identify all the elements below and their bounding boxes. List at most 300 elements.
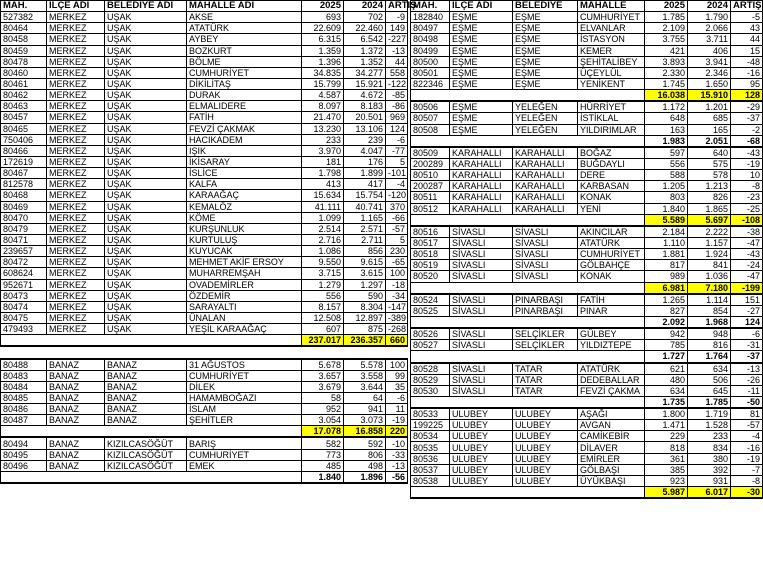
population-change: -11 xyxy=(731,385,763,396)
belediye-name: SİVASLI xyxy=(513,260,578,271)
mahalle-code: 80516 xyxy=(411,226,450,238)
population-change: -2 xyxy=(731,124,763,135)
mahalle-name: GÜLBEY xyxy=(578,328,645,340)
population-2024: 854 xyxy=(688,305,731,316)
ilce-name: MERKEZ xyxy=(47,290,105,301)
population-2025: 3.657 xyxy=(302,370,344,381)
population-2024: 233 xyxy=(688,431,731,442)
belediye-name: TATAR xyxy=(513,385,578,396)
mahalle-code: 80519 xyxy=(411,260,450,271)
belediye-name: SELÇİKLER xyxy=(513,328,578,340)
table-row xyxy=(1,324,408,335)
mahalle-code: 80496 xyxy=(1,460,47,471)
mahalle-name: ELVANLAR xyxy=(578,23,645,34)
table-row xyxy=(411,305,763,316)
ilce-name: MERKEZ xyxy=(47,134,105,145)
population-change: 43 xyxy=(731,23,763,34)
mahalle-name: CUMHURİYET xyxy=(187,370,302,381)
table-row xyxy=(411,170,763,181)
mahalle-name: BARIŞ xyxy=(187,437,302,449)
table-row xyxy=(411,158,763,169)
population-2024: 1.719 xyxy=(688,408,731,420)
mahalle-name: ÜYÜKBAŞI xyxy=(578,475,645,486)
ilce-name: EŞME xyxy=(450,56,513,67)
mahalle-code: 80510 xyxy=(411,170,450,181)
table-row xyxy=(411,249,763,260)
population-2024: 931 xyxy=(688,475,731,486)
population-change: -43 xyxy=(731,249,763,260)
col-header-ilce: İLÇE ADI xyxy=(47,1,105,12)
ilce-name: MERKEZ xyxy=(47,12,105,23)
ilce-name: KARAHALLI xyxy=(450,181,513,192)
table-row xyxy=(411,374,763,385)
population-2024: 2.222 xyxy=(688,226,731,238)
ilce-name: ULUBEY xyxy=(450,420,513,431)
population-change: -120 xyxy=(386,190,408,201)
subtotal-row xyxy=(1,426,408,438)
belediye-name: KIZILCASÖĞÜT xyxy=(105,460,187,471)
mahalle-name: ÜÇEYLÜL xyxy=(578,67,645,78)
belediye-name: KARAHALLI xyxy=(513,181,578,192)
mahalle-name: HACIKADEM xyxy=(187,134,302,145)
subtotal-change: 124 xyxy=(731,316,763,328)
population-change: -9 xyxy=(386,12,408,23)
ilce-name: SİVASLI xyxy=(450,294,513,306)
mahalle-name: FATİH xyxy=(187,112,302,123)
mahalle-name: DİLEK xyxy=(187,381,302,392)
population-2025: 163 xyxy=(645,124,688,135)
table-row xyxy=(411,294,763,306)
population-2025: 41.111 xyxy=(302,201,344,212)
mahalle-name: ELMALIDERE xyxy=(187,101,302,112)
belediye-name: EŞME xyxy=(513,34,578,45)
mahalle-code: 80464 xyxy=(1,23,47,34)
population-2024: 816 xyxy=(688,340,731,351)
table-row xyxy=(411,78,763,89)
population-2025: 2.184 xyxy=(645,226,688,238)
subtotal-2025: 5.987 xyxy=(645,487,688,499)
table-row xyxy=(411,34,763,45)
population-2025: 3.970 xyxy=(302,145,344,156)
table-row xyxy=(411,271,763,282)
belediye-name: ULUBEY xyxy=(513,431,578,442)
ilce-name: BANAZ xyxy=(47,449,105,460)
mahalle-code: 80466 xyxy=(1,145,47,156)
population-change: 5 xyxy=(386,156,408,167)
ilce-name: MERKEZ xyxy=(47,212,105,223)
subtotal-spacer xyxy=(1,426,302,438)
mahalle-code: 80458 xyxy=(1,34,47,45)
mahalle-name: KÖME xyxy=(187,212,302,223)
mahalle-code: 80512 xyxy=(411,203,450,214)
table-row xyxy=(1,301,408,312)
mahalle-code: 80537 xyxy=(411,464,450,475)
mahalle-code: 80497 xyxy=(411,23,450,34)
table-row xyxy=(411,237,763,248)
subtotal-change: -68 xyxy=(731,135,763,147)
table-row xyxy=(1,101,408,112)
subtotal-2025: 16.038 xyxy=(645,90,688,102)
ilce-name: KARAHALLI xyxy=(450,170,513,181)
ilce-name: BANAZ xyxy=(47,460,105,471)
population-2025: 1.396 xyxy=(302,56,344,67)
belediye-name: KARAHALLI xyxy=(513,192,578,203)
subtotal-2024: 15.910 xyxy=(688,90,731,102)
subtotal-spacer xyxy=(411,135,645,147)
subtotal-spacer xyxy=(411,316,645,328)
mahalle-code: 80533 xyxy=(411,408,450,420)
subtotal-2024: 1.968 xyxy=(688,316,731,328)
population-2024: 2.571 xyxy=(344,223,386,234)
belediye-name: UŞAK xyxy=(105,168,187,179)
mahalle-code: 80535 xyxy=(411,442,450,453)
population-change: 10 xyxy=(731,170,763,181)
spacer-row xyxy=(1,346,408,358)
mahalle-name: DİLAVER xyxy=(578,442,645,453)
population-2024: 1.213 xyxy=(688,181,731,192)
mahalle-name: YENİKENT xyxy=(578,78,645,89)
mahalle-name: ATATÜRK xyxy=(578,363,645,375)
table-row xyxy=(411,453,763,464)
ilce-name: KARAHALLI xyxy=(450,147,513,159)
ilce-name: MERKEZ xyxy=(47,112,105,123)
belediye-name: EŞME xyxy=(513,45,578,56)
population-change: -268 xyxy=(386,324,408,335)
population-change: -38 xyxy=(731,226,763,238)
belediye-name: UŞAK xyxy=(105,101,187,112)
mahalle-code: 750406 xyxy=(1,134,47,145)
belediye-name: UŞAK xyxy=(105,257,187,268)
mahalle-code: 80501 xyxy=(411,67,450,78)
ilce-name: SİVASLI xyxy=(450,340,513,351)
population-change: -6 xyxy=(386,134,408,145)
population-2024: 1.650 xyxy=(688,78,731,89)
mahalle-code: 200289 xyxy=(411,158,450,169)
mahalle-code: 200287 xyxy=(411,181,450,192)
population-change: -8 xyxy=(731,475,763,486)
table-row xyxy=(1,90,408,101)
mahalle-name: HÜRRİYET xyxy=(578,101,645,113)
ilce-name: EŞME xyxy=(450,124,513,135)
belediye-name: UŞAK xyxy=(105,112,187,123)
col-header-artis: ARTIŞ xyxy=(731,1,763,12)
ilce-name: BANAZ xyxy=(47,437,105,449)
mahalle-name: DEDEBALLAR xyxy=(578,374,645,385)
subtotal-2025: 1.735 xyxy=(645,396,688,408)
table-header-row xyxy=(411,1,763,12)
ilce-name: EŞME xyxy=(450,34,513,45)
population-2025: 15.799 xyxy=(302,78,344,89)
col-header-2024: 2024 xyxy=(688,1,731,12)
mahalle-code: 80484 xyxy=(1,381,47,392)
mahalle-code: 80485 xyxy=(1,392,47,403)
population-2025: 13.230 xyxy=(302,123,344,134)
belediye-name: EŞME xyxy=(513,67,578,78)
population-2024: 15.754 xyxy=(344,190,386,201)
ilce-name: ULUBEY xyxy=(450,408,513,420)
belediye-name: KARAHALLI xyxy=(513,158,578,169)
population-2024: 841 xyxy=(688,260,731,271)
mahalle-code: 239657 xyxy=(1,246,47,257)
mahalle-code: 80460 xyxy=(1,67,47,78)
subtotal-2025: 1.983 xyxy=(645,135,688,147)
table-row xyxy=(411,260,763,271)
belediye-name: UŞAK xyxy=(105,234,187,245)
belediye-name: UŞAK xyxy=(105,78,187,89)
population-2025: 693 xyxy=(302,12,344,23)
population-2024: 685 xyxy=(688,113,731,124)
population-change: -389 xyxy=(386,312,408,323)
ilce-name: KARAHALLI xyxy=(450,192,513,203)
population-2024: 575 xyxy=(688,158,731,169)
ilce-name: MERKEZ xyxy=(47,123,105,134)
table-row xyxy=(1,134,408,145)
mahalle-code: 80470 xyxy=(1,212,47,223)
population-2025: 1.881 xyxy=(645,249,688,260)
population-2024: 592 xyxy=(344,437,386,449)
mahalle-code: 80457 xyxy=(1,112,47,123)
mahalle-name: AYBEY xyxy=(187,34,302,45)
ilce-name: MERKEZ xyxy=(47,234,105,245)
population-2025: 8.157 xyxy=(302,301,344,312)
population-change: 15 xyxy=(731,45,763,56)
ilce-name: ULUBEY xyxy=(450,442,513,453)
belediye-name: UŞAK xyxy=(105,279,187,290)
population-change: 124 xyxy=(386,123,408,134)
mahalle-name: KARAAĞAÇ xyxy=(187,190,302,201)
belediye-name: UŞAK xyxy=(105,223,187,234)
mahalle-name: CUMHURİYET xyxy=(187,67,302,78)
belediye-name: EŞME xyxy=(513,56,578,67)
subtotal-row xyxy=(411,396,763,408)
ilce-name: MERKEZ xyxy=(47,78,105,89)
mahalle-name: BOZKURT xyxy=(187,45,302,56)
population-change: -8 xyxy=(731,181,763,192)
population-change: -13 xyxy=(386,45,408,56)
ilce-name: BANAZ xyxy=(47,415,105,426)
mahalle-code: 952671 xyxy=(1,279,47,290)
population-change: -65 xyxy=(386,257,408,268)
subtotal-2024: 7.180 xyxy=(688,282,731,294)
population-2025: 1.205 xyxy=(645,181,688,192)
population-2025: 1.840 xyxy=(645,203,688,214)
belediye-name: ULUBEY xyxy=(513,453,578,464)
belediye-name: UŞAK xyxy=(105,134,187,145)
table-row xyxy=(1,78,408,89)
table-row xyxy=(411,181,763,192)
mahalle-name: ATATÜRK xyxy=(187,23,302,34)
mahalle-name: BOĞAZ xyxy=(578,147,645,159)
mahalle-name: 31 AĞUSTOS xyxy=(187,359,302,371)
mahalle-code: 182840 xyxy=(411,12,450,23)
subtotal-2024: 1.764 xyxy=(688,351,731,363)
table-row xyxy=(1,381,408,392)
population-2024: 1.372 xyxy=(344,45,386,56)
population-change: 44 xyxy=(386,56,408,67)
population-2024: 1.865 xyxy=(688,203,731,214)
table-row xyxy=(1,12,408,23)
population-change: 99 xyxy=(386,370,408,381)
mahalle-name: EMİRLER xyxy=(578,453,645,464)
mahalle-code: 199225 xyxy=(411,420,450,431)
mahalle-code: 80526 xyxy=(411,328,450,340)
belediye-name: BANAZ xyxy=(105,415,187,426)
belediye-name: UŞAK xyxy=(105,324,187,335)
subtotal-spacer xyxy=(411,351,645,363)
ilce-name: EŞME xyxy=(450,101,513,113)
ilce-name: MERKEZ xyxy=(47,246,105,257)
mahalle-code: 479493 xyxy=(1,324,47,335)
population-2025: 556 xyxy=(302,290,344,301)
mahalle-code: 80495 xyxy=(1,449,47,460)
subtotal-2025: 237.017 xyxy=(302,335,344,347)
mahalle-code: 80524 xyxy=(411,294,450,306)
population-2024: 176 xyxy=(344,156,386,167)
mahalle-name: İSTASYON xyxy=(578,34,645,45)
table-row xyxy=(1,370,408,381)
mahalle-name: DURAK xyxy=(187,90,302,101)
mahalle-code: 80468 xyxy=(1,190,47,201)
subtotal-row xyxy=(411,487,763,499)
subtotal-row xyxy=(411,90,763,102)
population-2024: 1.528 xyxy=(688,420,731,431)
ilce-name: SİVASLI xyxy=(450,363,513,375)
population-2024: 948 xyxy=(688,328,731,340)
mahalle-code: 80488 xyxy=(1,359,47,371)
mahalle-name: AKSE xyxy=(187,12,302,23)
table-row xyxy=(411,203,763,214)
table-row xyxy=(1,392,408,403)
population-2025: 233 xyxy=(302,134,344,145)
mahalle-code: 80471 xyxy=(1,234,47,245)
mahalle-name: FATİH xyxy=(578,294,645,306)
col-header-ilce: İLÇE ADI xyxy=(450,1,513,12)
table-row xyxy=(411,328,763,340)
mahalle-code: 80508 xyxy=(411,124,450,135)
mahalle-name: KALFA xyxy=(187,179,302,190)
population-change: 95 xyxy=(731,78,763,89)
ilce-name: ULUBEY xyxy=(450,464,513,475)
population-2024: 12.897 xyxy=(344,312,386,323)
population-2024: 2.711 xyxy=(344,234,386,245)
ilce-name: KARAHALLI xyxy=(450,158,513,169)
ilce-name: MERKEZ xyxy=(47,45,105,56)
table-row xyxy=(411,113,763,124)
population-2025: 952 xyxy=(302,404,344,415)
population-change: -19 xyxy=(731,158,763,169)
belediye-name: PINARBAŞI xyxy=(513,294,578,306)
ilce-name: MERKEZ xyxy=(47,23,105,34)
table-row xyxy=(411,420,763,431)
mahalle-code: 80529 xyxy=(411,374,450,385)
mahalle-code: 80475 xyxy=(1,312,47,323)
mahalle-code: 80474 xyxy=(1,301,47,312)
population-2025: 1.800 xyxy=(645,408,688,420)
ilce-name: SİVASLI xyxy=(450,260,513,271)
population-2025: 2.109 xyxy=(645,23,688,34)
table-row xyxy=(411,45,763,56)
population-2025: 1.279 xyxy=(302,279,344,290)
population-change: -18 xyxy=(386,279,408,290)
population-2025: 785 xyxy=(645,340,688,351)
ilce-name: MERKEZ xyxy=(47,201,105,212)
subtotal-2024: 1.896 xyxy=(344,471,386,483)
ilce-name: EŞME xyxy=(450,23,513,34)
mahalle-name: CUMHURİYET xyxy=(578,249,645,260)
population-change: 81 xyxy=(731,408,763,420)
population-change: -34 xyxy=(386,290,408,301)
table-row xyxy=(1,437,408,449)
population-2024: 3.615 xyxy=(344,268,386,279)
mahalle-name: ATATÜRK xyxy=(578,237,645,248)
mahalle-name: AŞAĞI xyxy=(578,408,645,420)
ilce-name: MERKEZ xyxy=(47,56,105,67)
col-header-2025: 2025 xyxy=(645,1,688,12)
ilce-name: MERKEZ xyxy=(47,145,105,156)
population-change: 151 xyxy=(731,294,763,306)
subtotal-row xyxy=(411,135,763,147)
mahalle-code: 80534 xyxy=(411,431,450,442)
mahalle-code: 80469 xyxy=(1,201,47,212)
belediye-name: UŞAK xyxy=(105,190,187,201)
population-change: -7 xyxy=(731,464,763,475)
population-change: -227 xyxy=(386,34,408,45)
mahalle-name: DİKİLİTAŞ xyxy=(187,78,302,89)
population-2024: 13.106 xyxy=(344,123,386,134)
population-change: -37 xyxy=(731,113,763,124)
population-2025: 34.835 xyxy=(302,67,344,78)
table-row xyxy=(411,23,763,34)
col-header-mahalle: MAHALLE xyxy=(578,1,645,12)
belediye-name: UŞAK xyxy=(105,290,187,301)
population-2025: 634 xyxy=(645,385,688,396)
population-2025: 3.715 xyxy=(302,268,344,279)
population-2025: 2.330 xyxy=(645,67,688,78)
population-change: -101 xyxy=(386,168,408,179)
ilce-name: EŞME xyxy=(450,45,513,56)
mahalle-code: 80520 xyxy=(411,271,450,282)
mahalle-name: AVGAN xyxy=(578,420,645,431)
belediye-name: UŞAK xyxy=(105,23,187,34)
mahalle-code: 80517 xyxy=(411,237,450,248)
population-change: -26 xyxy=(731,374,763,385)
mahalle-code: 80536 xyxy=(411,453,450,464)
table-header-row xyxy=(1,1,408,12)
ilce-name: MERKEZ xyxy=(47,279,105,290)
mahalle-name: MEHMET AKİF ERSOY xyxy=(187,257,302,268)
ilce-name: KARAHALLI xyxy=(450,203,513,214)
mahalle-name: İSLAM xyxy=(187,404,302,415)
population-2025: 818 xyxy=(645,442,688,453)
population-change: 969 xyxy=(386,112,408,123)
population-2024: 1.297 xyxy=(344,279,386,290)
subtotal-spacer xyxy=(1,471,302,483)
ilce-name: EŞME xyxy=(450,67,513,78)
belediye-name: YELEĞEN xyxy=(513,124,578,135)
population-2025: 588 xyxy=(645,170,688,181)
mahalle-code: 812578 xyxy=(1,179,47,190)
subtotal-row xyxy=(411,282,763,294)
mahalle-name: KEMALÖZ xyxy=(187,201,302,212)
table-row xyxy=(1,312,408,323)
ilce-name: MERKEZ xyxy=(47,301,105,312)
population-change: -25 xyxy=(731,203,763,214)
belediye-name: BANAZ xyxy=(105,392,187,403)
mahalle-code: 80511 xyxy=(411,192,450,203)
mahalle-code: 80527 xyxy=(411,340,450,351)
ilce-name: MERKEZ xyxy=(47,257,105,268)
population-change: -13 xyxy=(731,363,763,375)
